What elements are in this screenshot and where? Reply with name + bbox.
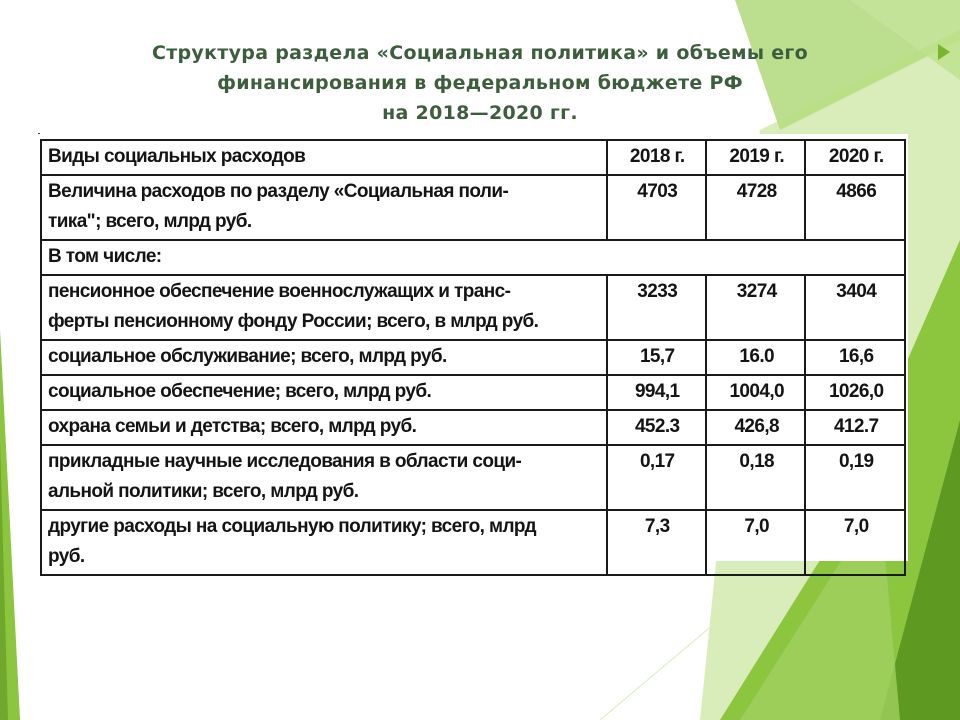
label-line: пенсионное обеспечение военнослужащих и транс-: [48, 281, 511, 302]
label-line: В том числе:: [48, 246, 162, 267]
label-line: Величина расходов по разделу «Социальная поли-: [48, 181, 509, 202]
row-label: [41, 275, 607, 340]
label-line: альной политики; всего, млрд руб.: [48, 481, 359, 502]
slide-title: [80, 38, 880, 128]
value-cell: 4866: [805, 175, 905, 240]
row-label: [41, 410, 607, 445]
label-line: руб.: [48, 546, 85, 567]
table-row: [41, 175, 905, 240]
value-cell: 0,17: [607, 445, 706, 510]
value-cell: 4703: [607, 175, 706, 240]
label-line: охрана семьи и детства; всего, млрд руб.: [48, 416, 417, 437]
table-row: [41, 240, 905, 275]
value-cell: 4728: [706, 175, 805, 240]
value-cell: 412.7: [805, 410, 905, 445]
row-label: [41, 445, 607, 510]
table-row: [41, 410, 905, 445]
label-line: тика"; всего, млрд руб.: [48, 211, 252, 232]
value-cell: 452.3: [607, 410, 706, 445]
value-cell: 3404: [805, 275, 905, 340]
value-cell: 15,7: [607, 340, 706, 375]
value-cell: 0,19: [805, 445, 905, 510]
expenses-table-image: [38, 134, 908, 567]
table-row: [41, 445, 905, 510]
header-cell: 2020 г.: [805, 140, 905, 175]
value-cell: 994,1: [607, 375, 706, 410]
row-label: [41, 175, 607, 240]
title-line: на 2018—2020 гг.: [382, 102, 578, 124]
value-cell: 16,6: [805, 340, 905, 375]
row-label: [41, 240, 905, 275]
label-line: другие расходы на социальную политику; всего, млрд: [48, 516, 536, 537]
title-line: Структура раздела «Социальная политика» и объемы его: [151, 42, 809, 64]
header-cell: 2019 г.: [706, 140, 805, 175]
label-line: прикладные научные исследования в области соци-: [48, 451, 522, 472]
row-label: [41, 340, 607, 375]
table-row: [41, 275, 905, 340]
header-cell: Виды социальных расходов: [41, 140, 607, 175]
value-cell: 16.0: [706, 340, 805, 375]
value-cell: 3233: [607, 275, 706, 340]
table-header-row: [41, 140, 905, 175]
label-line: социальное обеспечение; всего, млрд руб.: [48, 381, 432, 402]
value-cell: 1004,0: [706, 375, 805, 410]
row-label: [41, 510, 607, 575]
triangle-arrow-icon: [938, 44, 950, 60]
value-cell: 0,18: [706, 445, 805, 510]
title-line: финансирования в федеральном бюджете РФ: [217, 72, 743, 94]
value-cell: 1026,0: [805, 375, 905, 410]
value-cell: 7,0: [805, 510, 905, 575]
table-row: [41, 375, 905, 410]
value-cell: 7,0: [706, 510, 805, 575]
table-row: [41, 340, 905, 375]
table-row: [41, 510, 905, 575]
label-line: ферты пенсионному фонду России; всего, в млрд руб.: [48, 311, 539, 332]
label-line: социальное обслуживание; всего, млрд руб.: [48, 346, 447, 367]
value-cell: 426,8: [706, 410, 805, 445]
value-cell: 7,3: [607, 510, 706, 575]
expenses-table: [40, 139, 906, 576]
row-label: [41, 375, 607, 410]
value-cell: 3274: [706, 275, 805, 340]
header-cell: 2018 г.: [607, 140, 706, 175]
